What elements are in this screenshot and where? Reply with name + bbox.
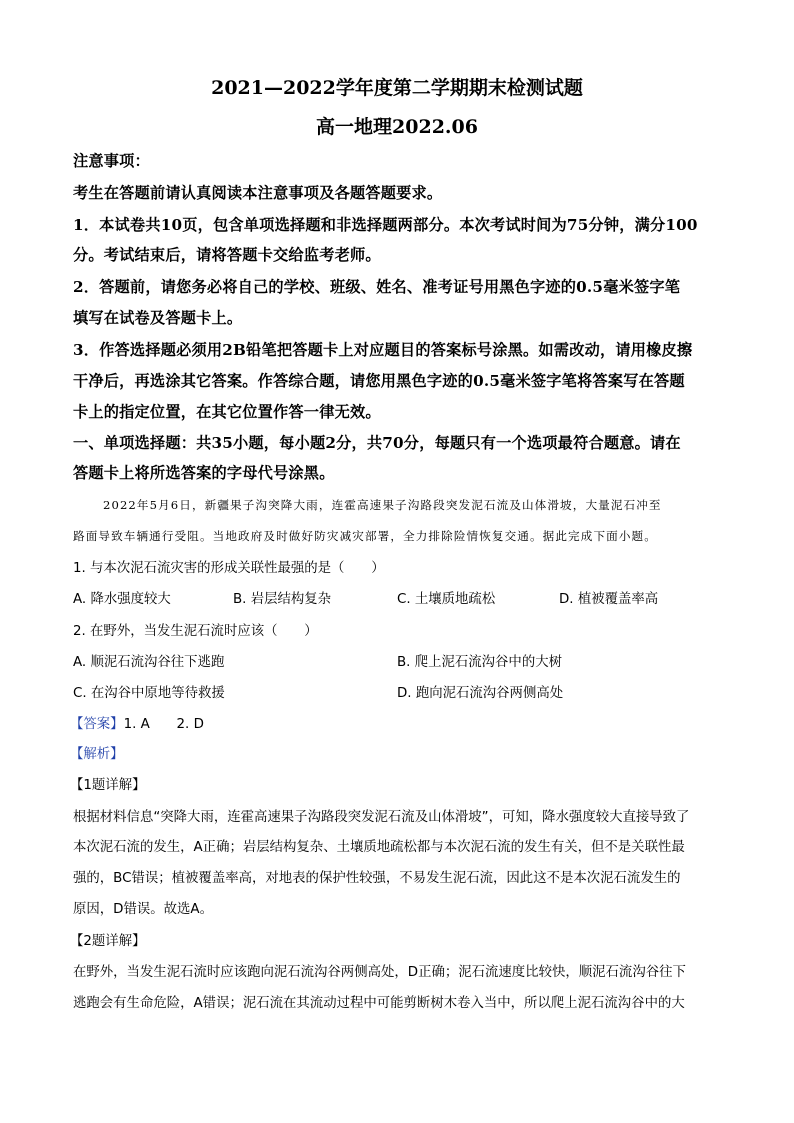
analysis-label: 【解析】 [70,747,124,762]
question-2-option-b[interactable]: B. 爬上泥石流沟谷中的大树 [397,655,562,670]
q2-detail-line-1: 在野外，当发生泥石流时应该跑向泥石流沟谷两侧高处，D正确；泥石流速度比较快，顺泥石流沟谷往下 [73,965,686,980]
question-1-option-d[interactable]: D. 植被覆盖率高 [559,592,659,607]
question-2-option-c[interactable]: C. 在沟谷中原地等待救援 [73,686,225,701]
notice-item-3-line-3: 卡上的指定位置，在其它位置作答一律无效。 [73,403,381,421]
notice-heading: 注意事项： [73,152,150,170]
exam-subtitle: 高一地理2022.06 [316,116,478,138]
question-2-stem: 2. 在野外，当发生泥石流时应该（ ） [73,624,318,639]
notice-item-2-line-1: 2．答题前，请您务必将自己的学校、班级、姓名、准考证号用黑色字迹的0.5毫米签字笔 [73,278,681,296]
q2-detail-line-2: 逃跑会有生命危险，A错误；泥石流在其流动过程中可能剪断树木卷入当中，所以爬上泥石流沟谷中的大 [73,996,685,1011]
notice-item-2-line-2: 填写在试卷及答题卡上。 [73,309,243,327]
notice-item-3-line-1: 3．作答选择题必须用2B铅笔把答题卡上对应题目的答案标号涂黑。如需改动，请用橡皮擦 [73,341,693,359]
notice-item-1-line-2: 分。考试结束后，请将答题卡交给监考老师。 [73,246,381,264]
question-1-stem: 1. 与本次泥石流灾害的形成关联性最强的是（ ） [73,561,385,576]
q2-detail-label: 【2题详解】 [70,934,146,949]
question-1-option-a[interactable]: A. 降水强度较大 [73,592,171,607]
section-heading-line-2: 答题卡上将所选答案的字母代号涂黑。 [73,464,335,482]
answer-value: 1. A 2. D [123,717,204,732]
material-line-2: 路面导致车辆通行受阻。当地政府及时做好防灾减灾部署，全力排除险情恢复交通。据此完成下面小题。 [73,529,657,543]
material-line-1: 2022年5月6日，新疆果子沟突降大雨，连霍高速果子沟路段突发泥石流及山体滑坡，大量泥石冲至 [103,498,662,512]
q1-detail-line-2: 本次泥石流的发生，A正确；岩层结构复杂、土壤质地疏松都与本次泥石流的发生有关，但不是关联性最 [73,840,685,855]
q1-detail-line-3: 强的，BC错误；植被覆盖率高，对地表的保护性较强，不易发生泥石流，因此这不是本次泥石流发生的 [73,871,681,886]
section-heading-line-1: 一、单项选择题：共35小题，每小题2分，共70分，每题只有一个选项最符合题意。请在 [73,434,681,452]
q1-detail-line-4: 原因，D错误。故选A。 [73,902,213,917]
notice-item-1-line-1: 1．本试卷共10页，包含单项选择题和非选择题两部分。本次考试时间为75分钟，满分100 [73,216,698,234]
question-2-option-d[interactable]: D. 跑向泥石流沟谷两侧高处 [397,686,564,701]
answer-row [70,713,204,733]
analysis-row [70,743,124,763]
question-2-option-a[interactable]: A. 顺泥石流沟谷往下逃跑 [73,655,225,670]
question-1-option-c[interactable]: C. 土壤质地疏松 [397,592,496,607]
notice-intro: 考生在答题前请认真阅读本注意事项及各题答题要求。 [73,184,443,202]
answer-label: 【答案】 [70,717,124,732]
question-1-option-b[interactable]: B. 岩层结构复杂 [233,592,332,607]
exam-title: 2021—2022学年度第二学期期末检测试题 [211,77,583,99]
q1-detail-line-1: 根据材料信息“突降大雨，连霍高速果子沟路段突发泥石流及山体滑坡”，可知，降水强度较大直接导致了 [73,810,690,825]
q1-detail-label: 【1题详解】 [70,778,146,793]
notice-item-3-line-2: 干净后，再选涂其它答案。作答综合题，请您用黑色字迹的0.5毫米签字笔将答案写在答题 [73,372,685,390]
